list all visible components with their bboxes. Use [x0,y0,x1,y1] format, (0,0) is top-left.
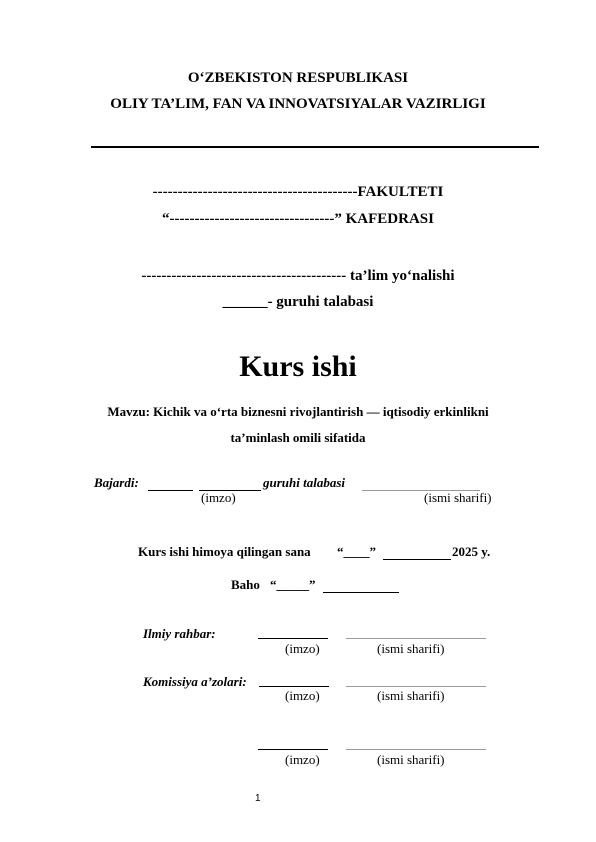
commission-sign-caption: (imzo) [285,688,320,703]
grade-blank: “_____” [270,577,316,592]
commission-sign-line [259,686,329,687]
performer-sign-caption: (imzo) [201,490,236,505]
department-line: “---------------------------------” KAFEDRASI [162,211,434,227]
commission-extra-sign-line [258,749,328,750]
commission-name-line [346,686,486,687]
defense-day-blank: “____” [337,544,376,559]
topic-line-1: Mavzu: Kichik va o‘rta biznesni rivojlantirish — iqtisodiy erkinlikni [107,404,489,419]
grade-line [323,592,399,593]
grade-label: Baho [231,577,260,592]
header-divider [91,146,539,148]
commission-extra-name-caption: (ismi sharifi) [377,752,445,767]
defense-month-blank [383,559,451,560]
advisor-name-line [346,638,486,639]
group-line: ______- guruhi talabasi [222,294,374,310]
commission-name-caption: (ismi sharifi) [377,688,445,703]
page-number: 1 [255,793,261,804]
performer-blank-1 [148,490,193,491]
topic-line-2: ta’minlash omili sifatida [230,430,366,445]
faculty-line: -----------------------------------------FAKULTETI [152,184,444,200]
advisor-sign-caption: (imzo) [285,641,320,656]
commission-extra-name-line [346,749,486,750]
advisor-label: Ilmiy rahbar: [143,626,216,641]
performer-name-caption: (ismi sharifi) [424,490,492,505]
defense-label: Kurs ishi himoya qilingan sana [138,544,311,559]
commission-label: Komissiya a’zolari: [143,674,247,689]
advisor-name-caption: (ismi sharifi) [377,641,445,656]
ministry-country: O‘ZBEKISTON RESPUBLIKASI [187,70,409,86]
document-title: Kurs ishi [239,350,357,383]
ministry-name: OLIY TA’LIM, FAN VA INNOVATSIYALAR VAZIRLIGI [110,96,486,112]
direction-line: ----------------------------------------- ta’lim yo‘nalishi [141,268,455,284]
commission-extra-sign-caption: (imzo) [285,752,320,767]
performer-group-label: guruhi talabasi [263,475,346,490]
advisor-sign-line [258,638,328,639]
performer-label: Bajardi: [94,475,139,490]
defense-year: 2025 y. [452,544,491,559]
